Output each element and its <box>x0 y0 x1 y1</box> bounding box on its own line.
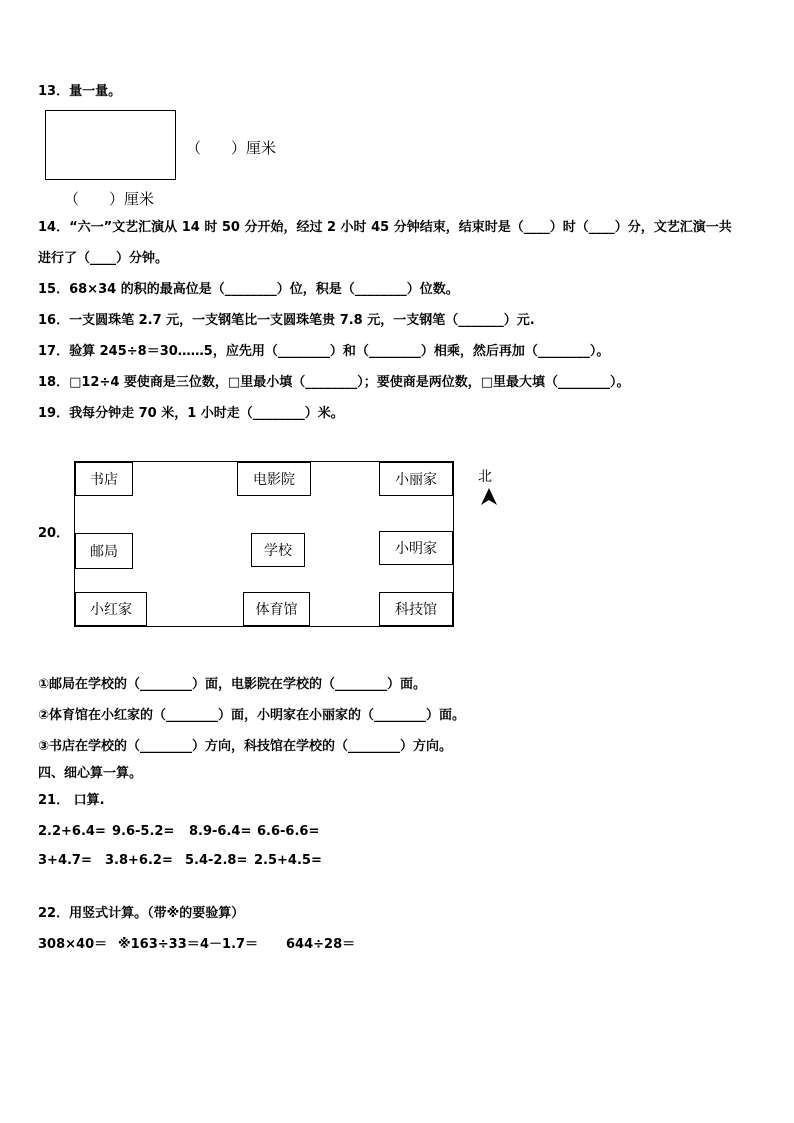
q21-title: 21． 口算. <box>38 793 105 808</box>
q22-item: 4－1.7＝ <box>200 937 259 952</box>
q21-item: 2.5+4.5= <box>254 853 322 868</box>
q13-prompt: 13．量一量。 <box>38 84 122 99</box>
q22-item: 308×40＝ <box>38 937 108 952</box>
q21-item: 6.6-6.6= <box>257 824 320 839</box>
q21-item: 3.8+6.2= <box>105 853 173 868</box>
q19: 19．我每分钟走 70 米，1 小时走（________）米。 <box>38 406 344 421</box>
q18: 18．□12÷4 要使商是三位数，□里最小填（________）；要使商是两位数，□里最大填（________）。 <box>38 375 630 390</box>
q22-item: ※163÷33＝ <box>118 937 200 952</box>
q21-item: 8.9-6.4= <box>189 824 252 839</box>
q17: 17．验算 245÷8＝30……5，应先用（________）和（________）相乘，然后再加（________）。 <box>38 344 610 359</box>
place-xiaoli-home: 小丽家 <box>379 462 453 496</box>
place-gym: 体育馆 <box>243 592 310 626</box>
place-post-office: 邮局 <box>75 533 133 569</box>
q21-item: 9.6-5.2= <box>112 824 175 839</box>
q22-title: 22．用竖式计算。（带※的要验算） <box>38 906 245 921</box>
north-label: 北 <box>478 469 492 485</box>
q20-sub2: ②体育馆在小红家的（________）面，小明家在小丽家的（________）面。 <box>38 708 466 723</box>
place-science-museum: 科技馆 <box>379 592 453 626</box>
q21-item: 3+4.7= <box>38 853 92 868</box>
place-xiaoming-home: 小明家 <box>379 531 453 565</box>
q20-number: 20． <box>38 526 70 541</box>
place-xiaohong-home: 小红家 <box>75 592 147 626</box>
place-bookstore: 书店 <box>75 462 133 496</box>
q16: 16．一支圆珠笔 2.7 元，一支钢笔比一支圆珠笔贵 7.8 元，一支钢笔（_______）元. <box>38 313 535 328</box>
q14-line2: 进行了（____）分钟。 <box>38 251 169 266</box>
q14-line1: 14．“六一”文艺汇演从 14 时 50 分开始，经过 2 小时 45 分钟结束，结束时是（____）时（____）分，文艺汇演一共 <box>38 220 732 235</box>
q21-item: 2.2+6.4= <box>38 824 106 839</box>
measure-rectangle <box>45 110 176 180</box>
q15: 15．68×34 的积的最高位是（________）位，积是（________）位数。 <box>38 282 459 297</box>
north-arrow-icon <box>479 487 499 507</box>
q20-sub3: ③书店在学校的（________）方向，科技馆在学校的（________）方向。 <box>38 739 453 754</box>
q20-sub1: ①邮局在学校的（________）面，电影院在学校的（________）面。 <box>38 677 427 692</box>
q21-item: 5.4-2.8= <box>185 853 248 868</box>
q13-length-answer: （ ）厘米 <box>64 190 155 208</box>
place-school: 学校 <box>251 533 305 567</box>
q22-item: 644÷28＝ <box>286 937 356 952</box>
place-cinema: 电影院 <box>237 462 311 496</box>
section-heading: 四、细心算一算。 <box>38 766 143 781</box>
q13-width-answer: （ ）厘米 <box>186 139 277 157</box>
